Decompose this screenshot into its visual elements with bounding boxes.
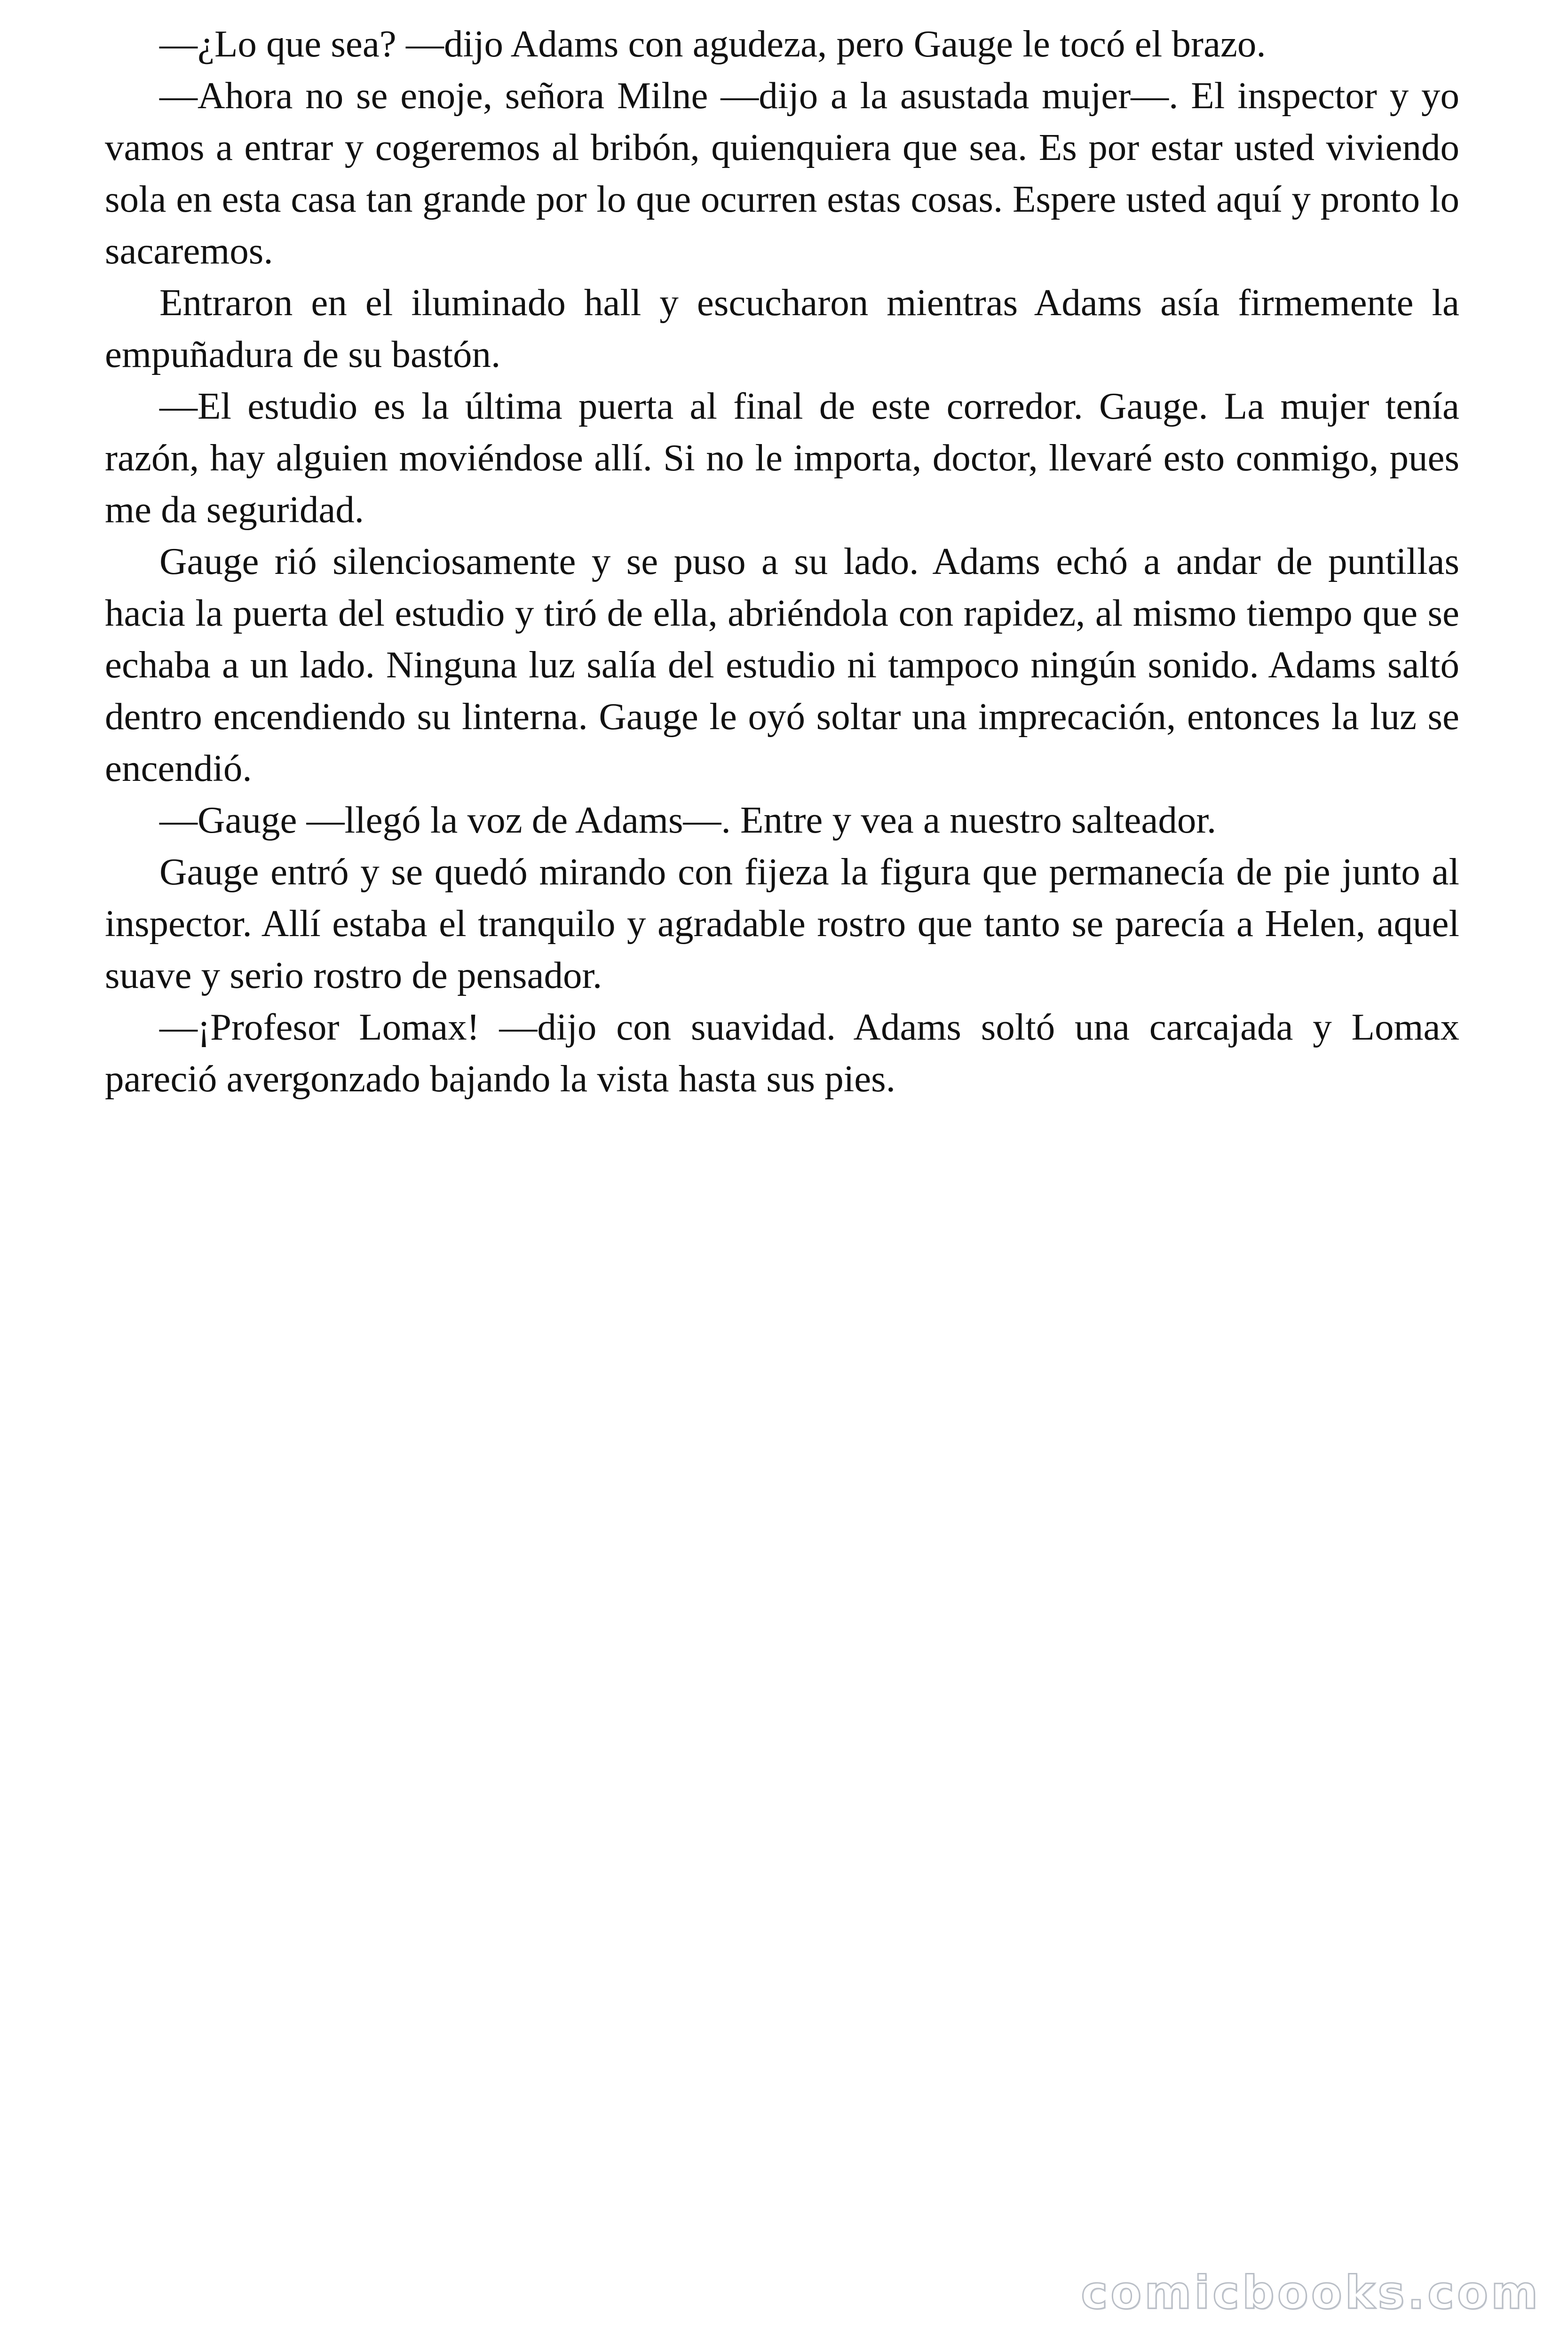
paragraph: Gauge rió silenciosamente y se puso a su lado. Adams echó a andar de puntillas hacia la puerta del estudio y tiró de ella, abriéndola con rapidez, al mismo tiempo que se echaba a un lado. Ninguna luz salía del estudio ni tampoco ningún sonido. Adams saltó dentro encendiendo su linterna. Gauge le oyó soltar una imprecación, entonces la luz se encendió. — [105, 540, 1459, 789]
watermark-logo: comicbooks.com — [1081, 2266, 1541, 2319]
document-body — [105, 18, 1459, 1104]
paragraph: —¡Profesor Lomax! —dijo con suavidad. Adams soltó una carcajada y Lomax pareció avergonzado bajando la vista hasta sus pies. — [105, 1006, 1459, 1100]
paragraph: —Ahora no se enoje, señora Milne —dijo a la asustada mujer—. El inspector y yo vamos a entrar y cogeremos al bribón, quienquiera que sea. Es por estar usted viviendo sola en esta casa tan grande por lo que ocurren estas cosas. Espere usted aquí y pronto lo sacaremos. — [105, 74, 1459, 272]
paragraph: —¿Lo que sea? —dijo Adams con agudeza, pero Gauge le tocó el brazo. — [159, 23, 1266, 65]
paragraph: Gauge entró y se quedó mirando con fijeza la figura que permanecía de pie junto al inspector. Allí estaba el tranquilo y agradable rostro que tanto se parecía a Helen, aquel suave y serio rostro de pensador. — [105, 850, 1459, 996]
paragraph: —El estudio es la última puerta al final de este corredor. Gauge. La mujer tenía razón, hay alguien moviéndose allí. Si no le importa, doctor, llevaré esto conmigo, pues me da seguridad. — [105, 385, 1459, 531]
paragraph: —Gauge —llegó la voz de Adams—. Entre y vea a nuestro salteador. — [159, 799, 1217, 841]
paragraph: Entraron en el iluminado hall y escucharon mientras Adams asía firmemente la empuñadura de su bastón. — [105, 281, 1459, 375]
